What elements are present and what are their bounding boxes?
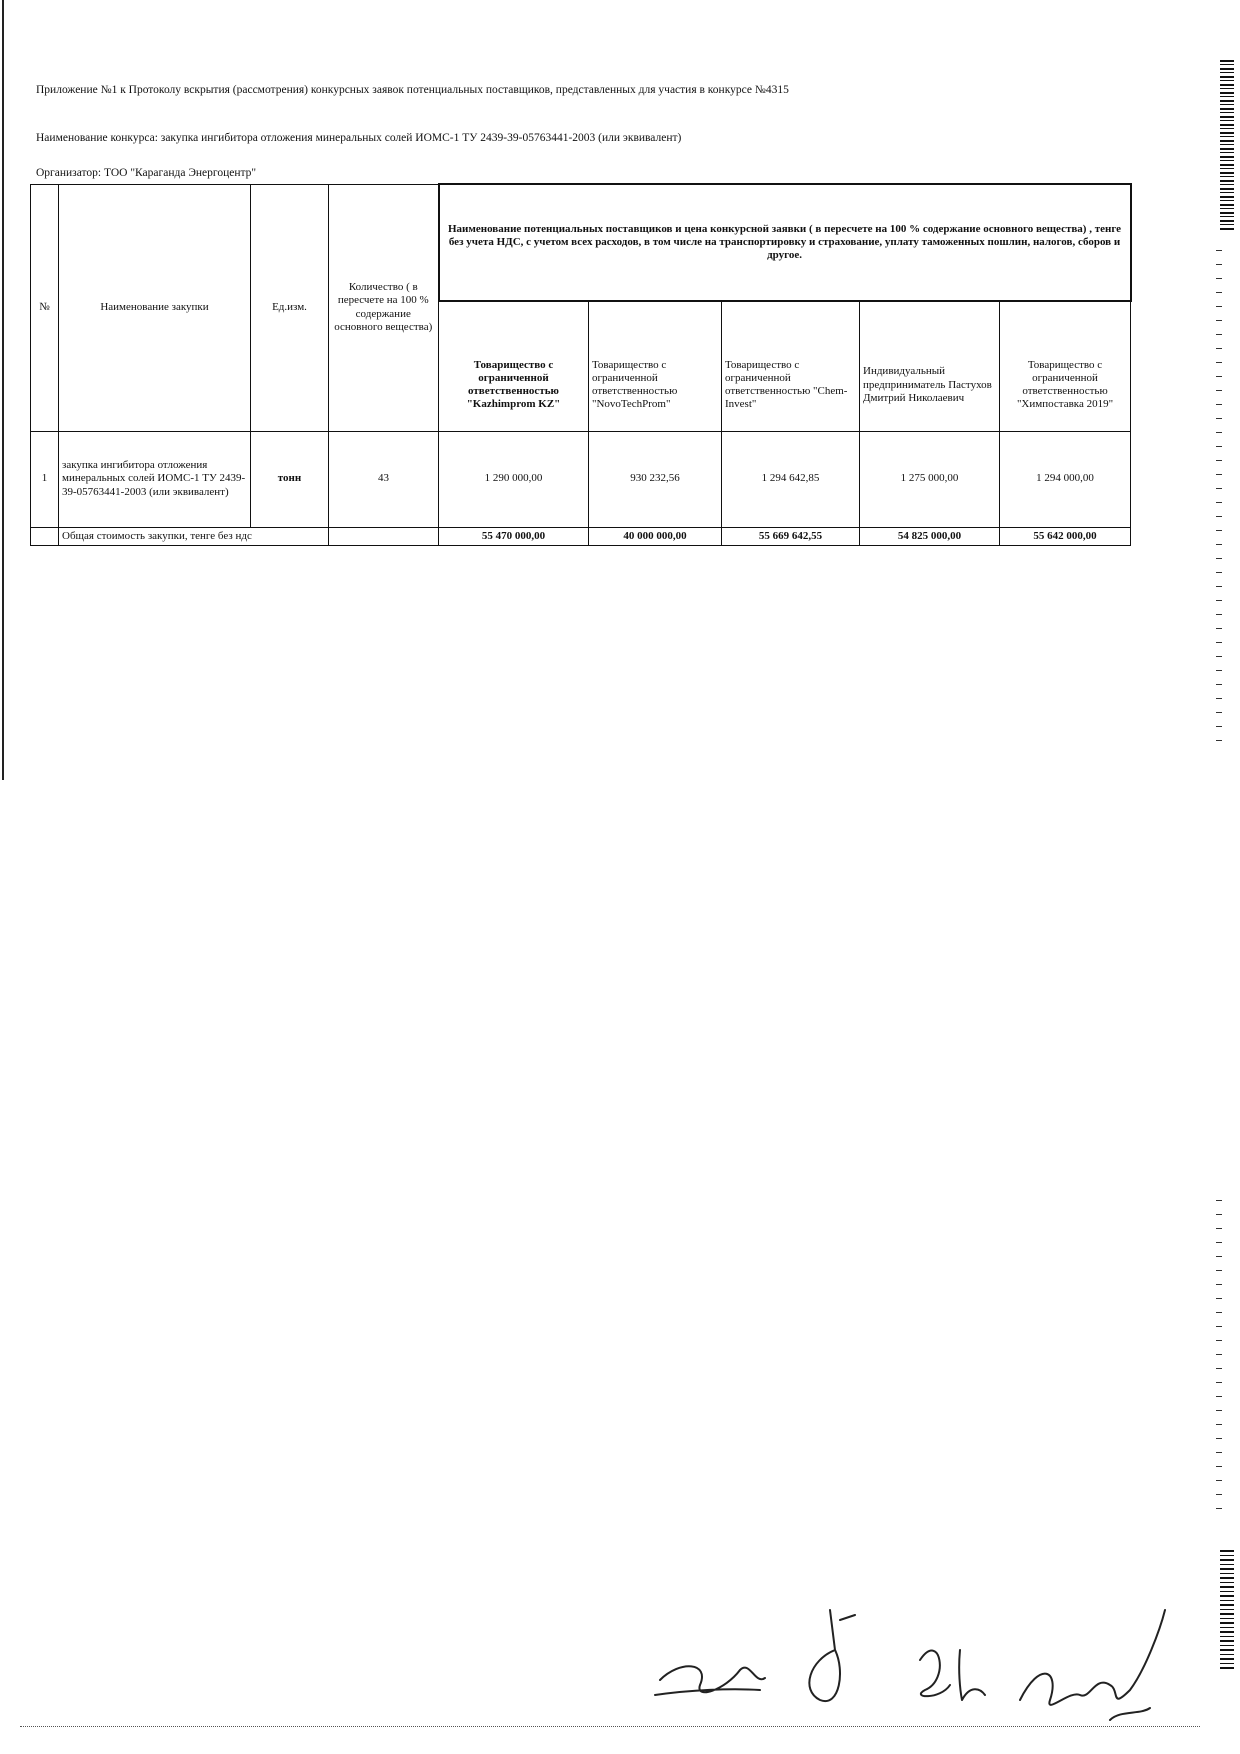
header-no: № (31, 184, 59, 431)
supplier-name: Товарищество с ограниченной ответственностью "Chem-Invest" (722, 301, 860, 431)
total-qty (329, 527, 439, 545)
scan-barcode-bottom (1220, 1550, 1234, 1670)
supplier-name: Товарищество с ограниченной ответственностью "Химпоставка 2019" (1000, 301, 1131, 431)
row-purchase-name: закупка ингибитора отложения минеральных солей ИОМС-1 ТУ 2439-39-05763441-2003 (или эквивалент) (59, 431, 251, 527)
signature-4 (1020, 1610, 1165, 1720)
supplier-name: Товарищество с ограниченной ответственностью "NovoTechProm" (589, 301, 722, 431)
scan-ticks (1216, 250, 1222, 750)
signature-2 (809, 1610, 855, 1701)
total-label: Общая стоимость закупки, тенге без ндс (59, 527, 329, 545)
competition-name: Наименование конкурса: закупка ингибитора отложения минеральных солей ИОМС-1 ТУ 2439-39-05763441-2003 (или эквивалент) (36, 132, 682, 144)
scan-ticks (1216, 1200, 1222, 1520)
total-value: 40 000 000,00 (589, 527, 722, 545)
total-value: 55 642 000,00 (1000, 527, 1131, 545)
supplier-name: Индивидуальный предприниматель Пастухов Дмитрий Николаевич (860, 301, 1000, 431)
bids-table (30, 183, 1132, 546)
row-price: 930 232,56 (589, 431, 722, 527)
total-value: 54 825 000,00 (860, 527, 1000, 545)
row-quantity: 43 (329, 431, 439, 527)
row-price: 1 275 000,00 (860, 431, 1000, 527)
row-price: 1 294 642,85 (722, 431, 860, 527)
row-price: 1 290 000,00 (439, 431, 589, 527)
row-price: 1 294 000,00 (1000, 431, 1131, 527)
total-row (31, 527, 1131, 545)
row-unit: тонн (251, 431, 329, 527)
scan-bottom-rule (20, 1726, 1200, 1728)
signatures (640, 1590, 1200, 1740)
document-title: Приложение №1 к Протоколу вскрытия (рассмотрения) конкурсных заявок потенциальных поставщиков, представленных для участия в конкурсе №4315 (36, 84, 789, 96)
header-purchase-name: Наименование закупки (59, 184, 251, 431)
table-row (31, 431, 1131, 527)
header-unit: Ед.изм. (251, 184, 329, 431)
scan-edge-left (2, 0, 16, 780)
total-no (31, 527, 59, 545)
signature-3 (920, 1650, 985, 1700)
supplier-name: Товарищество с ограниченной ответственностью "Kazhimprom KZ" (439, 301, 589, 431)
header-quantity: Количество ( в пересчете на 100 % содержание основного вещества) (329, 184, 439, 431)
signature-1 (655, 1666, 765, 1695)
header-suppliers: Наименование потенциальных поставщиков и цена конкурсной заявки ( в пересчете на 100 % содержание основного вещества) , тенге без учета НДС, с учетом всех расходов, в том числе на транспортировку и страхование, уплату таможенных пошлин, налогов, сборов и другое. (439, 184, 1131, 301)
row-no: 1 (31, 431, 59, 527)
scan-barcode-top (1220, 60, 1234, 230)
organizer: Организатор: ТОО "Караганда Энергоцентр" (36, 167, 257, 179)
total-value: 55 669 642,55 (722, 527, 860, 545)
total-value: 55 470 000,00 (439, 527, 589, 545)
